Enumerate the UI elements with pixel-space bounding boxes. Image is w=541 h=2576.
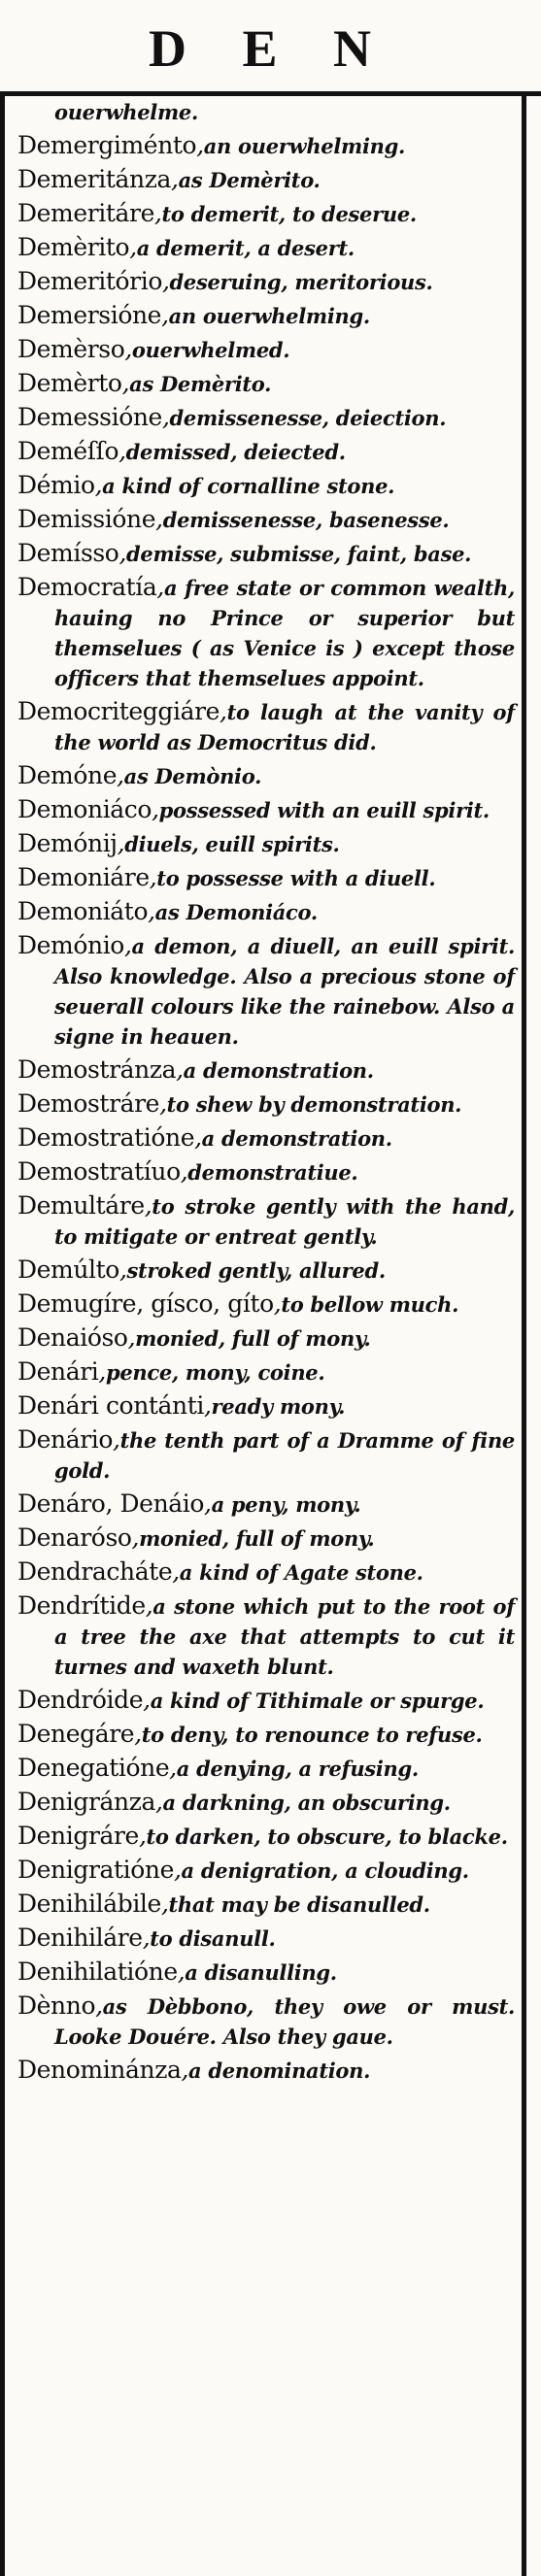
separator: , bbox=[118, 1255, 127, 1284]
headword: Dendróide bbox=[17, 1686, 144, 1714]
headword: Denigratióne bbox=[17, 1856, 174, 1884]
page-header bbox=[0, 10, 541, 87]
separator: , bbox=[169, 1754, 177, 1782]
definition: a denomination. bbox=[188, 2058, 371, 2083]
definition: to stroke gently with the hand, to mitigate or entreat gently. bbox=[54, 1194, 515, 1249]
separator: , bbox=[181, 2056, 189, 2084]
definition: to disanull. bbox=[150, 1926, 276, 1951]
headword: Denihilatióne bbox=[17, 1957, 178, 1986]
dictionary-entry bbox=[17, 931, 515, 1052]
headword: Demónij bbox=[17, 829, 118, 857]
headword: Denaióso bbox=[17, 1323, 128, 1352]
headword: Denári contánti bbox=[17, 1391, 204, 1420]
definition: a demonstration. bbox=[201, 1126, 392, 1151]
dictionary-entry bbox=[17, 1523, 515, 1554]
separator: , bbox=[156, 573, 164, 601]
separator: , bbox=[152, 795, 159, 823]
dictionary-entry bbox=[17, 697, 515, 757]
headword: Demugíre, gísco, gíto bbox=[17, 1289, 274, 1318]
separator: , bbox=[145, 1591, 153, 1620]
dictionary-entry bbox=[17, 1991, 515, 2052]
dictionary-entry bbox=[17, 335, 515, 365]
separator: , bbox=[172, 1557, 180, 1586]
headword: Demónio bbox=[17, 931, 124, 959]
dictionary-entry bbox=[17, 199, 515, 229]
definition: pence, mony, coine. bbox=[105, 1360, 325, 1385]
running-head: D E N bbox=[148, 19, 392, 78]
dictionary-entry bbox=[17, 1255, 515, 1286]
definition: monied, full of mony. bbox=[139, 1526, 375, 1551]
headword: Demúlto bbox=[17, 1255, 119, 1284]
dictionary-entry bbox=[17, 1089, 515, 1120]
definition: demonstratiue. bbox=[187, 1160, 358, 1185]
separator: , bbox=[117, 829, 125, 857]
separator: , bbox=[95, 1991, 103, 2020]
separator: , bbox=[148, 897, 155, 925]
separator: , bbox=[180, 1157, 188, 1186]
separator: , bbox=[176, 1055, 184, 1084]
definition: diuels, euill spirits. bbox=[124, 832, 340, 856]
separator: , bbox=[154, 1788, 163, 1816]
headword: Dendracháte bbox=[17, 1557, 173, 1586]
dictionary-entry bbox=[17, 1055, 515, 1086]
dictionary-entry bbox=[17, 1489, 515, 1520]
dictionary-entry bbox=[17, 1557, 515, 1588]
separator: , bbox=[131, 1523, 140, 1552]
definition: monied, full of mony. bbox=[135, 1326, 371, 1351]
definition: a kind of cornalline stone. bbox=[102, 474, 395, 498]
definition: an ouerwhelming. bbox=[168, 304, 370, 328]
separator: , bbox=[117, 761, 124, 789]
headword: Demeritánza bbox=[17, 165, 172, 193]
headword: Democriteggiáre bbox=[17, 697, 220, 725]
definition: demissed, deiected. bbox=[125, 440, 346, 464]
definition: an ouerwhelming. bbox=[203, 134, 405, 158]
dictionary-entry bbox=[17, 1357, 515, 1388]
dictionary-entry bbox=[17, 301, 515, 331]
definition: demissenesse, deiection. bbox=[169, 406, 447, 430]
headword: Demostráre bbox=[17, 1089, 160, 1118]
separator: , bbox=[155, 505, 163, 533]
headword: Demostratióne bbox=[17, 1123, 195, 1152]
headword: Denegatióne bbox=[17, 1754, 170, 1782]
dictionary-entry bbox=[17, 1323, 515, 1354]
dictionary-entry bbox=[17, 1425, 515, 1486]
dictionary-entry bbox=[17, 539, 515, 569]
dictionary-entry bbox=[17, 131, 515, 161]
headword: Denáro, Denáio bbox=[17, 1489, 205, 1518]
definition: a demerit, a desert. bbox=[136, 236, 355, 260]
dictionary-entry bbox=[17, 1856, 515, 1886]
entry-list bbox=[17, 97, 515, 2090]
separator: , bbox=[143, 1686, 151, 1714]
dictionary-entry bbox=[17, 1822, 515, 1852]
dictionary-entry bbox=[17, 573, 515, 693]
separator: , bbox=[121, 369, 130, 397]
separator: , bbox=[124, 335, 132, 363]
headword: Demersióne bbox=[17, 301, 162, 329]
definition: a demon, a diuell, an euill spirit. Also knowledge. Also a precious stone of seuerall colours like the rainebow. Also a signe in heauen. bbox=[54, 934, 515, 1049]
headword: Démio bbox=[17, 471, 95, 499]
headword: Demèrso bbox=[17, 335, 125, 363]
definition: as Dèbbono, they owe or must. Looke Douére. Also they gaue. bbox=[54, 1994, 515, 2049]
headword: Denári bbox=[17, 1357, 99, 1386]
dictionary-entry bbox=[17, 795, 515, 825]
dictionary-entry bbox=[17, 1754, 515, 1784]
separator: , bbox=[129, 233, 137, 261]
headword: Denihiláre bbox=[17, 1924, 143, 1952]
headword: Denário bbox=[17, 1425, 114, 1454]
definition: to shew by demonstration. bbox=[166, 1092, 462, 1117]
dictionary-entry bbox=[17, 403, 515, 433]
dictionary-entry bbox=[17, 829, 515, 859]
separator: , bbox=[177, 1957, 186, 1986]
definition: a disanulling. bbox=[185, 1960, 337, 1985]
definition: the tenth part of a Dramme of fine gold. bbox=[54, 1428, 515, 1483]
definition: to demerit, to deserue. bbox=[161, 202, 417, 226]
separator: , bbox=[273, 1289, 282, 1318]
dictionary-entry bbox=[17, 1686, 515, 1716]
definition: possessed with an euill spirit. bbox=[158, 798, 490, 822]
headword: Demísso bbox=[17, 539, 119, 567]
headword: Demèrto bbox=[17, 369, 122, 397]
definition: to laugh at the vanity of the world as Democritus did. bbox=[54, 700, 515, 754]
separator: , bbox=[161, 267, 170, 295]
headword: Denaróso bbox=[17, 1523, 132, 1552]
dictionary-entry bbox=[17, 761, 515, 791]
separator: , bbox=[138, 1822, 147, 1850]
definition: as Demèrito. bbox=[129, 372, 272, 396]
definition: ready mony. bbox=[211, 1394, 346, 1419]
dictionary-entry bbox=[17, 437, 515, 467]
headword: Demergiménto bbox=[17, 131, 197, 159]
dictionary-entry bbox=[17, 165, 515, 195]
separator: , bbox=[204, 1391, 212, 1420]
separator: , bbox=[98, 1357, 106, 1386]
definition: stroked gently, allured. bbox=[126, 1258, 386, 1283]
definition: a kind of Tithimale or spurge. bbox=[150, 1689, 485, 1713]
headword: Dendrítide bbox=[17, 1591, 146, 1620]
separator: , bbox=[118, 539, 126, 567]
separator: , bbox=[153, 199, 162, 227]
definition: a free state or common wealth, hauing no Prince or superior but themselues ( as Venice is ) except those officers that themselues appoint. bbox=[54, 576, 515, 690]
definition: to deny, to renounce to refuse. bbox=[141, 1723, 483, 1747]
separator: , bbox=[149, 863, 157, 891]
headword: Demultáre bbox=[17, 1191, 145, 1220]
separator: , bbox=[220, 697, 227, 725]
definition: a peny, mony. bbox=[211, 1492, 361, 1517]
separator: , bbox=[94, 471, 103, 499]
definition: demisse, submisse, faint, base. bbox=[126, 542, 472, 566]
headword: Deméſſo bbox=[17, 437, 119, 465]
definition: to possesse with a diuell. bbox=[156, 866, 436, 890]
separator: , bbox=[194, 1123, 202, 1152]
right-column-rule bbox=[522, 91, 526, 2576]
headword: Denegáre bbox=[17, 1720, 135, 1748]
dictionary-entry bbox=[17, 863, 515, 893]
dictionary-entry bbox=[17, 233, 515, 263]
separator: , bbox=[160, 1890, 169, 1918]
definition: as Demèrito. bbox=[178, 168, 321, 192]
headword: Demèrito bbox=[17, 233, 130, 261]
headword: Denominánza bbox=[17, 2056, 182, 2084]
dictionary-entry bbox=[17, 1289, 515, 1320]
separator: , bbox=[127, 1323, 136, 1352]
separator: , bbox=[161, 301, 169, 329]
dictionary-entry bbox=[17, 1157, 515, 1188]
dictionary-entry bbox=[17, 1720, 515, 1750]
headword: Demoniáre bbox=[17, 863, 150, 891]
separator: , bbox=[123, 931, 132, 959]
headword: Demeritório bbox=[17, 267, 162, 295]
dictionary-entry bbox=[17, 1123, 515, 1154]
definition: a darkning, an obscuring. bbox=[162, 1790, 451, 1815]
headword: Demessióne bbox=[17, 403, 162, 431]
dictionary-entry bbox=[17, 471, 515, 501]
definition: as Demoniáco. bbox=[154, 900, 318, 924]
headword: Demostratíuo bbox=[17, 1157, 181, 1186]
definition: as Demònio. bbox=[123, 764, 262, 788]
headword: Demoniáco bbox=[17, 795, 152, 823]
separator: , bbox=[144, 1191, 152, 1220]
headword: Demoniáto bbox=[17, 897, 149, 925]
definition: to bellow much. bbox=[281, 1292, 459, 1317]
definition: ouerwhelmed. bbox=[131, 338, 290, 362]
definition: deseruing, meritorious. bbox=[169, 270, 433, 294]
dictionary-entry bbox=[17, 1591, 515, 1682]
dictionary-entry bbox=[17, 1191, 515, 1252]
dictionary-entry bbox=[17, 2056, 515, 2086]
separator: , bbox=[196, 131, 204, 159]
headword: Demostránza bbox=[17, 1055, 177, 1084]
dictionary-entry bbox=[17, 1957, 515, 1988]
separator: , bbox=[159, 1089, 167, 1118]
definition: to darken, to obscure, to blacke. bbox=[146, 1824, 508, 1849]
dictionary-entry bbox=[17, 1391, 515, 1422]
definition: a stone which put to the root of a tree the axe that attempts to cut it turnes and waxeth blunt. bbox=[54, 1594, 515, 1679]
separator: , bbox=[113, 1425, 120, 1454]
separator: , bbox=[134, 1720, 142, 1748]
headword: Denihilábile bbox=[17, 1890, 161, 1918]
dictionary-entry bbox=[17, 1890, 515, 1920]
separator: , bbox=[118, 437, 126, 465]
headword: Dènno bbox=[17, 1991, 96, 2020]
left-column-rule bbox=[0, 91, 5, 2576]
headword: Demissióne bbox=[17, 505, 156, 533]
dictionary-entry bbox=[17, 1788, 515, 1818]
separator: , bbox=[161, 403, 170, 431]
dictionary-entry bbox=[17, 1924, 515, 1954]
definition: a denying, a refusing. bbox=[176, 1756, 419, 1781]
definition: ouerwhelme. bbox=[54, 100, 198, 124]
headword: Denigránza bbox=[17, 1788, 155, 1816]
headword: Denigráre bbox=[17, 1822, 139, 1850]
separator: , bbox=[171, 165, 179, 193]
top-rule bbox=[0, 91, 541, 96]
definition: a demonstration. bbox=[183, 1058, 374, 1083]
separator: , bbox=[204, 1489, 212, 1518]
dictionary-entry bbox=[17, 267, 515, 297]
dictionary-entry bbox=[17, 369, 515, 399]
separator: , bbox=[173, 1856, 182, 1884]
definition: demissenesse, basenesse. bbox=[162, 508, 450, 532]
definition: a kind of Agate stone. bbox=[179, 1560, 423, 1585]
dictionary-entry bbox=[17, 505, 515, 535]
dictionary-entry bbox=[17, 97, 515, 127]
headword: Democratía bbox=[17, 573, 157, 601]
separator: , bbox=[142, 1924, 151, 1952]
headword: Demeritáre bbox=[17, 199, 154, 227]
headword: Demóne bbox=[17, 761, 118, 789]
dictionary-entry bbox=[17, 897, 515, 927]
definition: a denigration, a clouding. bbox=[181, 1858, 469, 1883]
definition: that may be disanulled. bbox=[168, 1892, 430, 1917]
